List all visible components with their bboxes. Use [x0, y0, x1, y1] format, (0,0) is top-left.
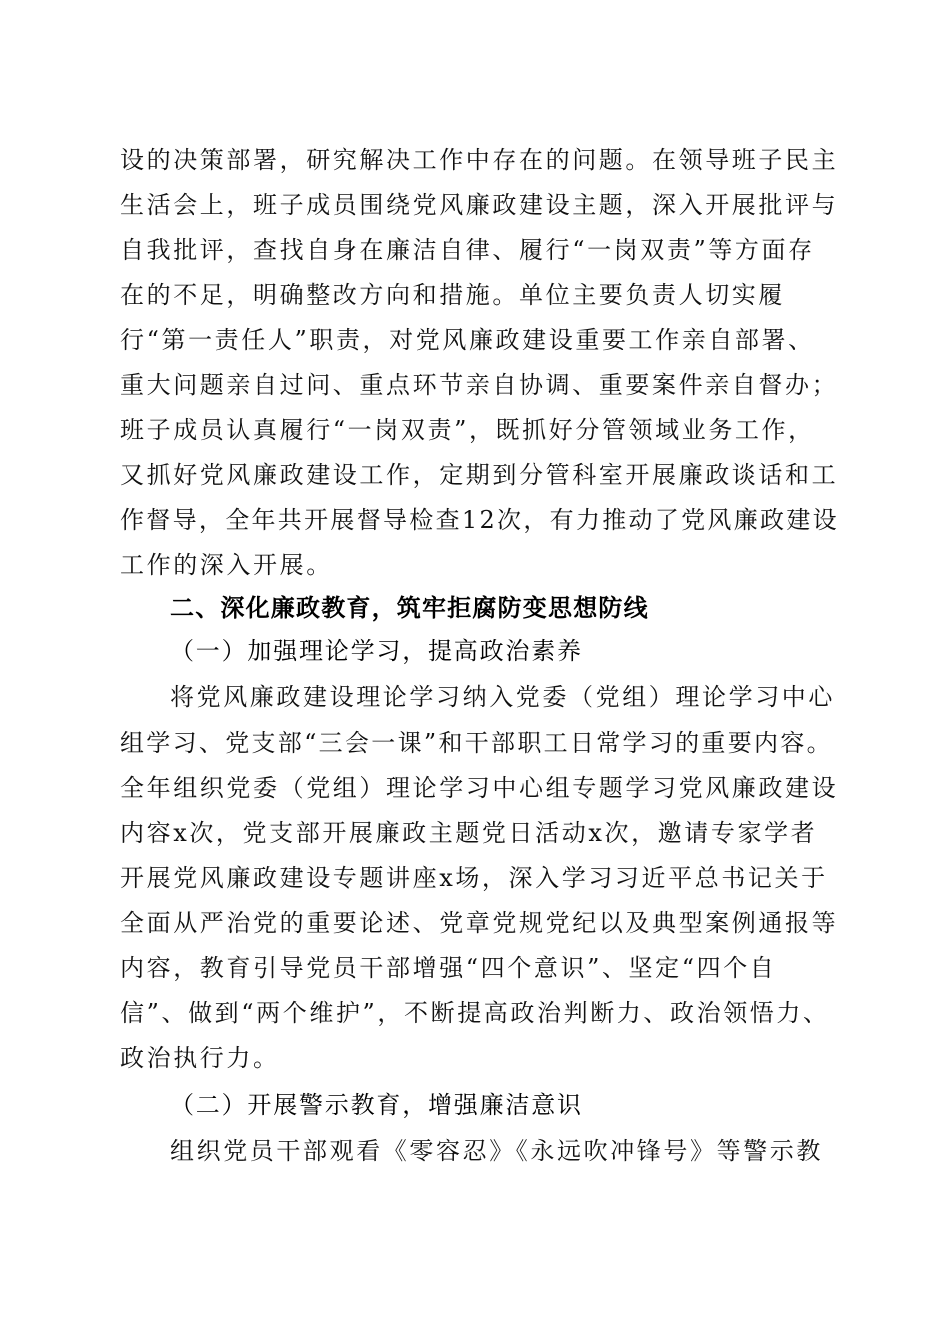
- body-line: 自我批评，查找自身在廉洁自律、履行“一岗双责”等方面存: [120, 236, 815, 264]
- body-line: 内容x次，党支部开展廉政主题党日活动x次，邀请专家学者: [120, 819, 818, 847]
- body-line: 内容，教育引导党员干部增强“四个意识”、坚定“四个自: [120, 954, 777, 982]
- body-line: 将党风廉政建设理论学习纳入党委（党组）理论学习中心: [170, 683, 835, 711]
- body-line: 工作的深入开展。: [120, 551, 333, 579]
- body-line: 全年组织党委（党组）理论学习中心组专题学习党风廉政建设: [120, 774, 839, 802]
- body-line: 开展党风廉政建设专题讲座x场，深入学习习近平总书记关于: [120, 864, 828, 892]
- body-line: 信”、做到“两个维护”，不断提高政治判断力、政治领悟力、: [120, 999, 830, 1027]
- body-line: 行“第一责任人”职责，对党风廉政建设重要工作亲自部署、: [120, 326, 815, 354]
- body-line: 组学习、党支部“三会一课”和干部职工日常学习的重要内容。: [120, 729, 833, 757]
- section-heading: 二、深化廉政教育，筑牢拒腐防变思想防线: [170, 594, 649, 622]
- body-line: 作督导，全年共开展督导检查12次，有力推动了党风廉政建设: [120, 506, 839, 534]
- body-line: 政治执行力。: [120, 1044, 280, 1072]
- subsection-heading: （一）加强理论学习，提高政治素养: [170, 637, 583, 665]
- body-line: 重大问题亲自过问、重点环节亲自协调、重要案件亲自督办；: [120, 371, 839, 399]
- body-line: 全面从严治党的重要论述、党章党规党纪以及典型案例通报等: [120, 909, 839, 937]
- body-line: 组织党员干部观看《零容忍》《永远吹冲锋号》等警示教: [170, 1137, 823, 1165]
- body-line: 设的决策部署，研究解决工作中存在的问题。在领导班子民主: [120, 146, 839, 174]
- subsection-heading: （二）开展警示教育，增强廉洁意识: [170, 1091, 583, 1119]
- body-line: 又抓好党风廉政建设工作，定期到分管科室开展廉政谈话和工: [120, 461, 839, 489]
- body-line: 生活会上，班子成员围绕党风廉政建设主题，深入开展批评与: [120, 191, 839, 219]
- body-line: 在的不足，明确整改方向和措施。单位主要负责人切实履: [120, 281, 785, 309]
- body-line: 班子成员认真履行“一岗双责”，既抓好分管领域业务工作，: [120, 416, 815, 444]
